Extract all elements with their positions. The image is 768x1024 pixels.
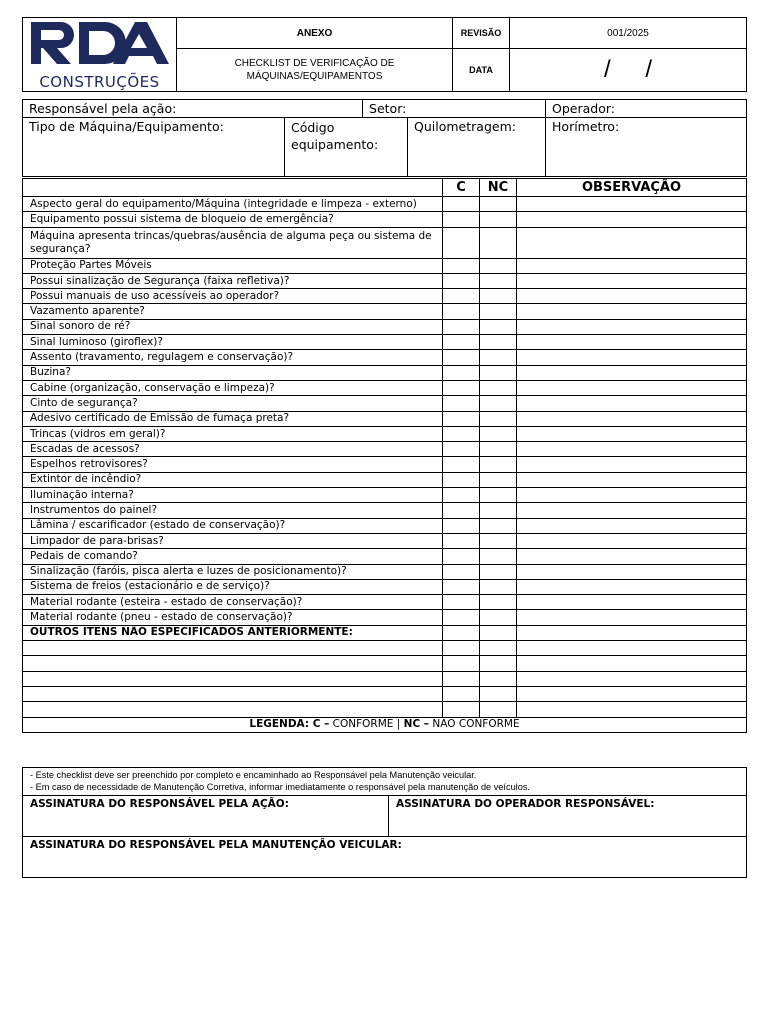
checklist-row [23,289,747,304]
checkbox-nc[interactable] [480,702,517,717]
checklist-item-label: Extintor de incêndio? [23,472,443,487]
checkbox-c[interactable] [443,518,480,533]
checkbox-c[interactable] [443,656,480,671]
checkbox-nc[interactable] [480,595,517,610]
observation-field[interactable] [517,503,747,518]
checkbox-nc[interactable] [480,380,517,395]
checkbox-nc[interactable] [480,564,517,579]
checkbox-c[interactable] [443,426,480,441]
checkbox-c[interactable] [443,258,480,273]
observation-field[interactable] [517,595,747,610]
checklist-row [23,579,747,594]
checkbox-c[interactable] [443,579,480,594]
revision-label: REVISÃO [453,18,510,49]
legend-nc-prefix: NC – [403,718,430,731]
checkbox-nc[interactable] [480,488,517,503]
observation-field[interactable] [517,702,747,717]
checkbox-nc[interactable] [480,227,517,258]
note-line-1: - Este checklist deve ser preenchido por completo e encaminhado ao Responsável pela Manutenção veicular. [30,770,477,780]
legend-separator: | [396,718,401,731]
checklist-item-label: Instrumentos do painel? [23,503,443,518]
blank-row [23,686,747,701]
checklist-item-label: Aspecto geral do equipamento/Máquina (integridade e limpeza - externo) [23,197,443,212]
checkbox-nc[interactable] [480,641,517,656]
checklist-item-label: Escadas de acessos? [23,442,443,457]
checkbox-c[interactable] [443,641,480,656]
checklist-row [23,488,747,503]
checkbox-c[interactable] [443,488,480,503]
legend [23,717,747,732]
checkbox-c[interactable] [443,595,480,610]
observation-field[interactable] [517,426,747,441]
checklist-row [23,411,747,426]
checkbox-c[interactable] [443,610,480,625]
instructions-notes [23,768,747,796]
observation-field[interactable] [517,197,747,212]
checklist-row [23,610,747,625]
responsible-field[interactable]: Responsável pela ação: [23,100,363,118]
checkbox-c[interactable] [443,350,480,365]
blank-item-field[interactable] [23,671,443,686]
checklist-row [23,518,747,533]
checklist-row [23,212,747,227]
blank-row [23,671,747,686]
observation-field[interactable] [517,625,747,640]
checkbox-nc[interactable] [480,610,517,625]
blank-item-field[interactable] [23,641,443,656]
checkbox-nc[interactable] [480,304,517,319]
rda-logo-icon [27,18,173,78]
checklist-item-label: Material rodante (pneu - estado de conservação)? [23,610,443,625]
legend-row [23,717,747,732]
observation-field[interactable] [517,227,747,258]
checkbox-c[interactable] [443,365,480,380]
checkbox-c[interactable] [443,472,480,487]
blank-row [23,656,747,671]
hourmeter-field[interactable]: Horímetro: [546,118,747,177]
checkbox-nc[interactable] [480,396,517,411]
legend-nc: NÃO CONFORME [432,718,520,731]
checklist-row [23,457,747,472]
checkbox-nc[interactable] [480,549,517,564]
document-header [22,17,747,92]
checklist-row [23,350,747,365]
checklist-item-label: Iluminação interna? [23,488,443,503]
legend-prefix: LEGENDA: C – [249,718,330,731]
checklist-row [23,335,747,350]
note-line-2: - Em caso de necessidade de Manutenção Corretiva, informar imediatamente o responsável pela manutenção de veículos. [30,782,530,792]
checklist-item-label: Possui manuais de uso acessíveis ao operador? [23,289,443,304]
revision-value: 001/2025 [510,18,747,49]
observation-field[interactable] [517,472,747,487]
checklist-item-label: Possui sinalização de Segurança (faixa refletiva)? [23,273,443,288]
checklist-row [23,564,747,579]
other-items-label: OUTROS ITENS NÃO ESPECIFICADOS ANTERIORMENTE: [23,625,443,640]
col-header-c: C [443,179,480,197]
checklist-item-label: Buzina? [23,365,443,380]
checkbox-c[interactable] [443,671,480,686]
checkbox-nc[interactable] [480,289,517,304]
col-header-nc: NC [480,179,517,197]
observation-field[interactable] [517,304,747,319]
observation-field[interactable] [517,289,747,304]
checkbox-nc[interactable] [480,411,517,426]
observation-field[interactable] [517,442,747,457]
blank-item-field[interactable] [23,702,443,717]
blank-item-field[interactable] [23,686,443,701]
checklist-row [23,472,747,487]
checklist-table [22,178,747,733]
checkbox-c[interactable] [443,380,480,395]
observation-field[interactable] [517,380,747,395]
checkbox-nc[interactable] [480,533,517,548]
checklist-item-label: Proteção Partes Móveis [23,258,443,273]
checkbox-nc[interactable] [480,350,517,365]
observation-field[interactable] [517,212,747,227]
mileage-field[interactable]: Quilometragem: [408,118,546,177]
checkbox-c[interactable] [443,319,480,334]
observation-field[interactable] [517,564,747,579]
signature-operator-field[interactable]: ASSINATURA DO OPERADOR RESPONSÁVEL: [389,796,747,837]
equipment-code-field[interactable]: Código equipamento: [285,118,408,177]
col-header-observation: OBSERVAÇÃO [517,179,747,197]
checklist-item-label: Cinto de segurança? [23,396,443,411]
checklist-row [23,426,747,441]
annex-label: ANEXO [177,18,453,49]
checkbox-c[interactable] [443,273,480,288]
checkbox-nc[interactable] [480,671,517,686]
checkbox-nc[interactable] [480,273,517,288]
checkbox-nc[interactable] [480,197,517,212]
info-block [22,99,747,177]
checklist-item-label: Pedais de comando? [23,549,443,564]
machine-type-field[interactable]: Tipo de Máquina/Equipamento: [23,118,285,177]
checkbox-nc[interactable] [480,625,517,640]
observation-field[interactable] [517,488,747,503]
checklist-row [23,533,747,548]
checklist-row [23,304,747,319]
observation-field[interactable] [517,335,747,350]
observation-field[interactable] [517,457,747,472]
observation-field[interactable] [517,549,747,564]
checkbox-nc[interactable] [480,426,517,441]
checklist-item-label: Adesivo certificado de Emissão de fumaça preta? [23,411,443,426]
checkbox-c[interactable] [443,625,480,640]
checkbox-nc[interactable] [480,457,517,472]
checklist-item-label: Sinalização (faróis, pisca alerta e luzes de posicionamento)? [23,564,443,579]
checklist-item-label: Espelhos retrovisores? [23,457,443,472]
checklist-item-label: Sistema de freios (estacionário e de serviço)? [23,579,443,594]
observation-field[interactable] [517,579,747,594]
observation-field[interactable] [517,319,747,334]
company-logo [23,18,177,92]
observation-field[interactable] [517,518,747,533]
observation-field[interactable] [517,411,747,426]
checklist-row [23,396,747,411]
checklist-item-label: Equipamento possui sistema de bloqueio de emergência? [23,212,443,227]
checkbox-nc[interactable] [480,503,517,518]
checkbox-nc[interactable] [480,686,517,701]
checkbox-c[interactable] [443,335,480,350]
checklist-item-label: Vazamento aparente? [23,304,443,319]
checklist-item-label: Máquina apresenta trincas/quebras/ausência de alguma peça ou sistema de segurança? [23,227,443,258]
checklist-item-header [23,179,443,197]
checklist-row [23,319,747,334]
observation-field[interactable] [517,533,747,548]
checklist-item-label: Sinal sonoro de ré? [23,319,443,334]
checklist-row [23,442,747,457]
legend-c: CONFORME [332,718,394,731]
checklist-row [23,595,747,610]
checklist-item-label: Cabine (organização, conservação e limpeza)? [23,380,443,395]
signature-responsible-field[interactable]: ASSINATURA DO RESPONSÁVEL PELA AÇÃO: [23,796,389,837]
checkbox-c[interactable] [443,227,480,258]
checkbox-nc[interactable] [480,442,517,457]
observation-field[interactable] [517,350,747,365]
checkbox-nc[interactable] [480,579,517,594]
date-label: DATA [453,49,510,92]
checklist-item-label: Material rodante (esteira - estado de conservação)? [23,595,443,610]
checkbox-c[interactable] [443,304,480,319]
checkbox-nc[interactable] [480,212,517,227]
checklist-row [23,227,747,258]
checkbox-c[interactable] [443,197,480,212]
blank-row [23,641,747,656]
checkbox-c[interactable] [443,503,480,518]
checkbox-nc[interactable] [480,258,517,273]
checkbox-nc[interactable] [480,365,517,380]
checkbox-c[interactable] [443,533,480,548]
checklist-row [23,197,747,212]
observation-field[interactable] [517,671,747,686]
checkbox-c[interactable] [443,411,480,426]
checklist-item-label: Limpador de para-brisas? [23,533,443,548]
checkbox-c[interactable] [443,564,480,579]
checkbox-nc[interactable] [480,518,517,533]
logo-subtitle: CONSTRUÇÕES [39,73,160,91]
observation-field[interactable] [517,610,747,625]
sector-field[interactable]: Setor: [363,100,546,118]
checkbox-nc[interactable] [480,319,517,334]
checklist-row [23,549,747,564]
checklist-item-label: Assento (travamento, regulagem e conservação)? [23,350,443,365]
checkbox-nc[interactable] [480,335,517,350]
checkbox-nc[interactable] [480,656,517,671]
checkbox-c[interactable] [443,702,480,717]
operator-field[interactable]: Operador: [546,100,747,118]
checklist-item-label: Trincas (vidros em geral)? [23,426,443,441]
blank-row [23,702,747,717]
checklist-row [23,380,747,395]
observation-field[interactable] [517,365,747,380]
checkbox-c[interactable] [443,549,480,564]
checkbox-c[interactable] [443,396,480,411]
observation-field[interactable] [517,258,747,273]
checkbox-nc[interactable] [480,472,517,487]
signature-block [22,767,747,878]
checkbox-c[interactable] [443,686,480,701]
observation-field[interactable] [517,273,747,288]
document-title: CHECKLIST DE VERIFICAÇÃO DE MÁQUINAS/EQUIPAMENTOS [177,49,453,92]
observation-field[interactable] [517,396,747,411]
other-items-row [23,625,747,640]
date-field[interactable]: / / [510,49,747,92]
checklist-row [23,273,747,288]
observation-field[interactable] [517,641,747,656]
checklist-row [23,258,747,273]
checklist-row [23,503,747,518]
checkbox-c[interactable] [443,442,480,457]
checklist-item-label: Sinal luminoso (giroflex)? [23,335,443,350]
checklist-row [23,365,747,380]
blank-item-field[interactable] [23,656,443,671]
observation-field[interactable] [517,656,747,671]
checkbox-c[interactable] [443,457,480,472]
checkbox-c[interactable] [443,212,480,227]
signature-maintenance-field[interactable]: ASSINATURA DO RESPONSÁVEL PELA MANUTENÇÃO VEICULAR: [23,837,747,878]
checklist-item-label: Lâmina / escarificador (estado de conservação)? [23,518,443,533]
checkbox-c[interactable] [443,289,480,304]
observation-field[interactable] [517,686,747,701]
